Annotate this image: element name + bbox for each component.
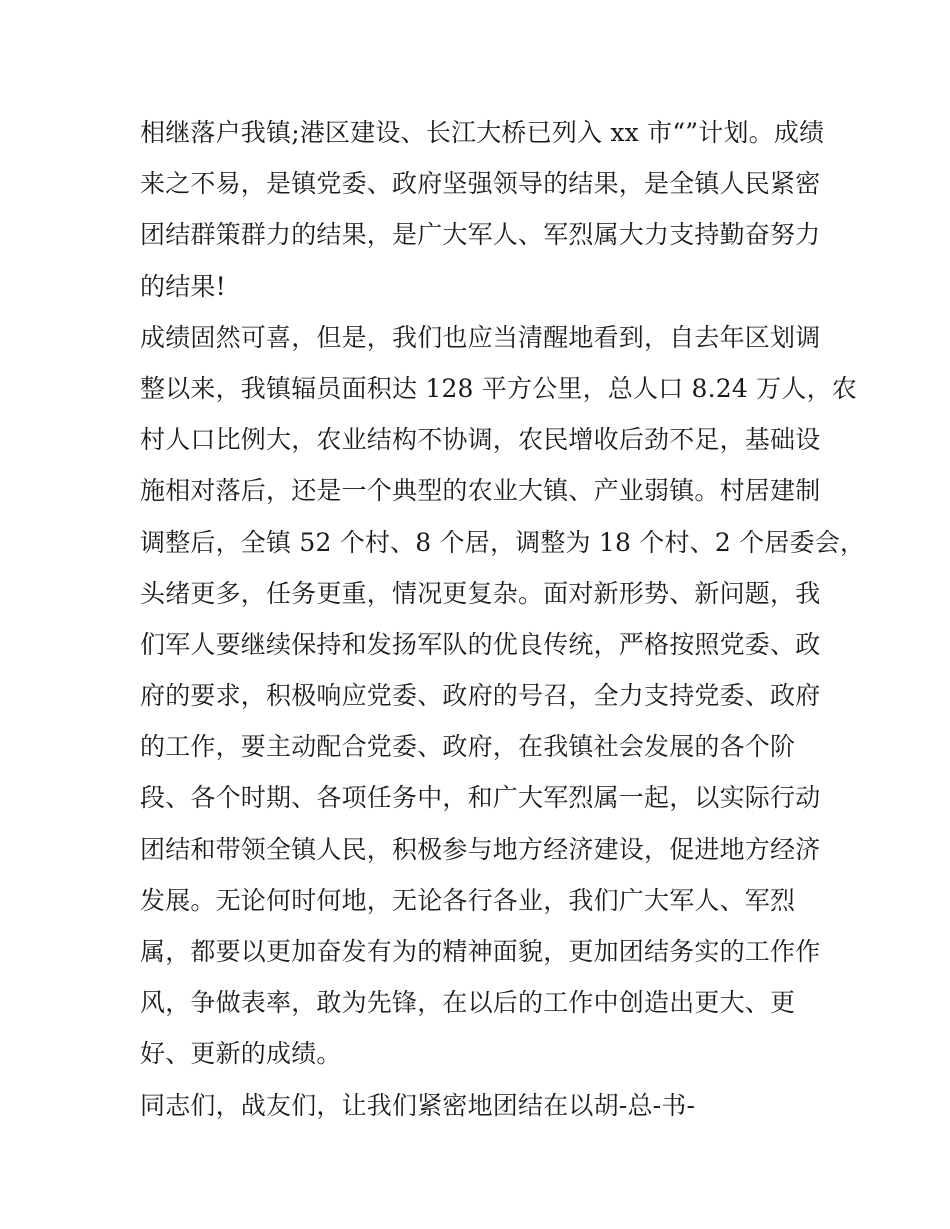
paragraph-2 (140, 312, 866, 1080)
text-line: 头绪更多，任务更重，情况更复杂。面对新形势、新问题，我 (140, 578, 821, 608)
text-line: 发展。无论何时何地，无论各行各业，我们广大军人、军烈 (140, 885, 796, 915)
text-line: 调整后，全镇 52 个村、8 个居，调整为 18 个村、2 个居委会， (140, 527, 866, 557)
paragraph-3 (140, 1080, 820, 1131)
paragraph-1 (140, 107, 825, 312)
text-line: 好、更新的成绩。 (140, 1039, 342, 1069)
text-line: 风，争做表率，敢为先锋，在以后的工作中创造出更大、更 (140, 988, 796, 1018)
text-line: 同志们，战友们，让我们紧密地团结在以胡-总-书- (140, 1090, 696, 1120)
text-line: 们军人要继续保持和发扬军队的优良传统，严格按照党委、政 (140, 629, 821, 659)
document-body (140, 107, 866, 1131)
text-line: 的结果! (140, 271, 226, 301)
text-line: 村人口比例大，农业结构不协调，农民增收后劲不足，基础设 (140, 425, 821, 455)
text-line: 的工作，要主动配合党委、政府，在我镇社会发展的各个阶 (140, 732, 796, 762)
text-line: 团结和带领全镇人民，积极参与地方经济建设，促进地方经济 (140, 834, 821, 864)
text-line: 整以来，我镇辐员面积达 128 平方公里，总人口 8.24 万人，农 (140, 373, 857, 403)
text-line: 府的要求，积极响应党委、政府的号召，全力支持党委、政府 (140, 681, 821, 711)
text-line: 来之不易，是镇党委、政府坚强领导的结果，是全镇人民紧密 (140, 169, 821, 199)
text-line: 段、各个时期、各项任务中，和广大军烈属一起，以实际行动 (140, 783, 821, 813)
text-line: 团结群策群力的结果，是广大军人、军烈属大力支持勤奋努力 (140, 220, 821, 250)
text-line: 属，都要以更加奋发有为的精神面貌，更加团结务实的工作作 (140, 937, 821, 966)
text-line: 施相对落后，还是一个典型的农业大镇、产业弱镇。村居建制 (140, 476, 821, 506)
text-line: 相继落户我镇;港区建设、长江大桥已列入 xx 市“”计划。成绩 (140, 118, 825, 147)
text-line: 成绩固然可喜，但是，我们也应当清醒地看到，自去年区划调 (140, 322, 821, 352)
